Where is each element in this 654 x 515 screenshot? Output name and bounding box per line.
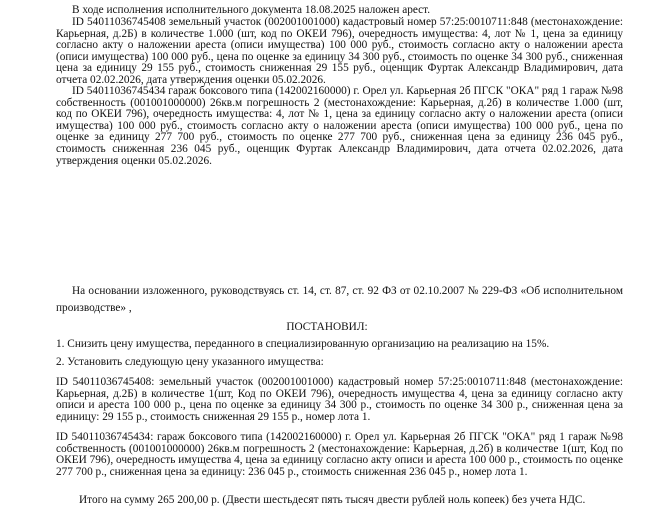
resolved-heading: ПОСТАНОВИЛ: bbox=[286, 321, 368, 333]
price-item2: ID 54011036745434: гараж боксового типа (142002160000) г. Орел ул. Карьерная 2б ПГСК "ОКА" ряд 1 гараж №98 собственность (001001000000) 26кв.м погрешность 2 (местонахождение: Карьерная, д.2б) в количестве 1(шт, Код по ОКЕИ 796), очередность имущества 4, цена за единицу согласно акту описи и ареста 100 000 р., стоимость по оценке 277 700 р., сниженная цена за единицу: 236 045 р., стоимость сниженная 236 045 р., номер лота 1. bbox=[56, 431, 623, 478]
point-1: 1. Снизить цену имущества, переданного в специализированную организацию на реализацию на 15%. bbox=[56, 338, 550, 350]
point-2: 2. Установить следующую цену указанного имущества: bbox=[56, 356, 324, 368]
price-item1: ID 54011036745408: земельный участок (002001001000) кадастровый номер 57:25:0010711:848 (местонахождение: Карьерная, д.2Б) в количестве 1(шт, Код по ОКЕИ 796), очередность имущества 4, цена за единицу согласно акту описи и ареста 100 000 р., цена по оценке за единицу 34 300 р., стоимость по оценке 34 300 р., сниженная цена за единицу: 29 155 р., стоимость сниженная 29 155 р., номер лота 1. bbox=[56, 376, 623, 423]
basis-paragraph: На основании изложенного, руководствуясь ст. 14, ст. 87, ст. 92 ФЗ от 02.10.2007 № 229-ФЗ «Об исполнительном производстве» , bbox=[56, 285, 623, 314]
item1-description: ID 54011036745408 земельный участок (002001001000) кадастровый номер 57:25:0010711:848 (местонахождение: Карьерная, д.2Б) в количестве 1.000 (шт, код по ОКЕИ 796), очередность имущества: 4, лот № 1, цена за единицу согласно акту о наложении ареста (описи имущества) 100 000 руб., стоимость согласно акту о наложении ареста (описи имущества) 100 000 руб., цена по оценке за единицу 34 300 руб., стоимость по оценке 34 300 руб., сниженная цена за единицу 29 155 руб., стоимость сниженная 29 155 руб., оценщик Фуртак Александр Владимирович, дата отчета 02.02.2026, дата утверждения оценки 05.02.2026. bbox=[56, 16, 623, 86]
total-line: Итого на сумму 265 200,00 р. (Двести шестьдесят пять тысяч двести рублей ноль копеек) без учета НДС. bbox=[79, 494, 586, 506]
arrest-paragraph: В ходе исполнения исполнительного документа 18.08.2025 наложен арест. bbox=[72, 4, 431, 16]
item2-description: ID 54011036745434 гараж боксового типа (142002160000) г. Орел ул. Карьерная 2б ПГСК "ОКА" ряд 1 гараж №98 собственность (001001000000) 26кв.м погрешность 2 (местонахождение: Карьерная, д.2б) в количестве 1.000 (шт, код по ОКЕИ 796), очередность имущества: 4, лот № 1, цена за единицу согласно акту о наложении ареста (описи имущества) 100 000 руб., стоимость согласно акту о наложении ареста (описи имущества) 100 000 руб., цена по оценке за единицу 277 700 руб., стоимость по оценке 277 700 руб., сниженная цена за единицу 236 045 руб., стоимость сниженная 236 045 руб., оценщик Фуртак Александр Владимирович, дата отчета 02.02.2026, дата утверждения оценки 05.02.2026. bbox=[56, 85, 623, 167]
